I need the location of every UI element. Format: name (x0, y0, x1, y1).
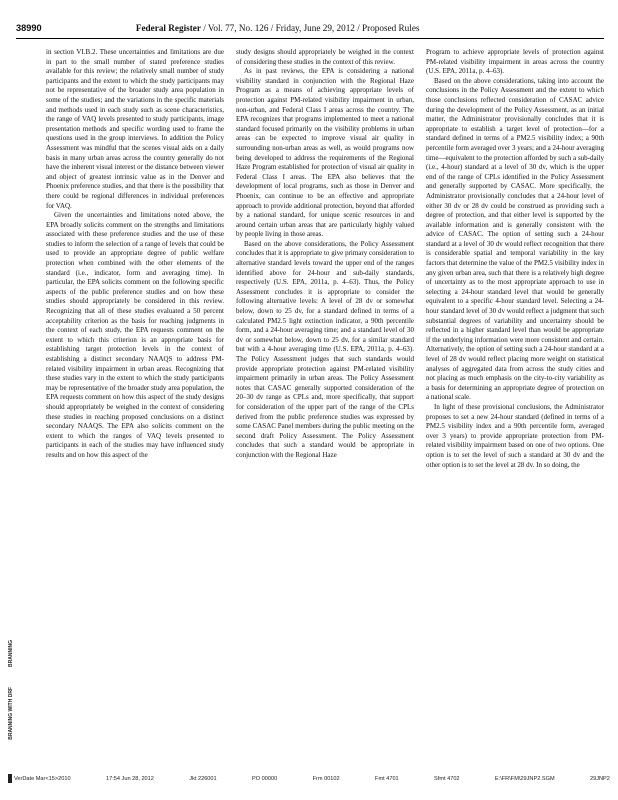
paragraph: Based on the above considerations, taking into account the conclusions in the Policy Assessment and the extent to which those conclusions reflected consideration of CASAC advice during the development of the Policy Assessment, as an initial matter, the Administrator provisionally concludes that it is appropriate to establish a target level of protection—for a standard defined in terms of a PM2.5 visibility index; a 90th percentile form averaged over 3 years; and a 24-hour averaging time—equivalent to the protection afforded by such a sub-daily (i.e., 4-hour) standard at a level of 30 dv, which is the upper end of the range of CPLs identified in the Policy Assessment and generally supported by CASAC. More specifically, the Administrator provisionally concludes that a 24-hour level of either 30 dv or 28 dv could be construed as providing such a degree of protection, and that either level is supported by the available information and is generally consistent with the advice of CASAC. The option of setting such a 24-hour standard at a level of 30 dv would reflect recognition that there is considerable spatial and temporal variability in the key factors that determine the value of the PM2.5 visibility index in any given urban area, such that there is a relatively high degree of uncertainty as to the most appropriate approach to use in selecting a 24-hour standard level that would be generally equivalent to a specific 4-hour standard level. Selecting a 24-hour standard level of 30 dv would reflect a judgment that such substantial degrees of variability and uncertainty should be reflected in a higher standard level than would be appropriate if the underlying information were more consistent and certain. Alternatively, the option of setting such a 24-hour standard at a level of 28 dv would reflect placing more weight on statistical analyses of aggregated data from across the study cities and not placing as much emphasis on the city-to-city variability as a basis for determining an appropriate degree of protection on a national scale. (426, 76, 604, 402)
paragraph: Program to achieve appropriate levels of protection against PM-related visibility impairment in areas across the country (U.S. EPA, 2011a, p. 4–63). (426, 48, 604, 76)
text-column-left (46, 48, 224, 738)
paragraph: in section VI.B.2. These uncertainties and limitations are due in part to the small number of stated preference studies available for this review; the relatively small number of study participants and the extent to which the study participants may not be representative of the broader study area population in some of the studies; and the variations in the specific materials and methods used in each study such as scene characteristics, the range of VAQ levels presented to study participants, image presentation methods and specific wording used to frame the questions used in the group interviews. In addition the Policy Assessment was mindful that the scenes visual aids on a daily basis in many urban areas across the country generally do not have the inherent visual interest or the distance between viewer and object of greatest intrinsic value as in the Denver and Phoenix preference studies, and that there is the possibility that there could be regional differences in individual preferences for VAQ. (46, 48, 224, 210)
header-citation (136, 23, 420, 33)
side-mark-1: BRANNING (8, 640, 14, 667)
paragraph: Given the uncertainties and limitations noted above, the EPA broadly solicits comment on the strengths and limitations associated with these preference studies and the use of these studies to inform the selection of a range of levels that could be used to provide an appropriate degree of public welfare protection when combined with the other elements of the standard (i.e., indicator, form and averaging time). In particular, the EPA solicits comment on the following specific aspects of the public preference studies and on how these studies should appropriately be considered in this review. Recognizing that all of these studies evaluated a 50 percent acceptability criterion as the basis for reaching judgments in the context of each study, the EPA requests comment on the extent to which this criterion is an appropriate basis for establishing target protection levels in the context of establishing a distinct secondary NAAQS to address PM-related visibility impairment in urban areas. Recognizing that these studies vary in the extent to which the study participants may be representative of the broader study area population, the EPA requests comment on how this aspect of the study designs should appropriately be weighed in the context of considering these studies in reaching proposed conclusions on a distinct secondary NAAQS. The EPA also solicits comment on the extent to which the ranges of VAQ levels presented to participants in each of the studies may have influenced study results and on how this aspect of the (46, 211, 224, 459)
footer-verdate: VerDate Mar<15>2010 (8, 773, 71, 785)
page-number: 38990 (16, 23, 42, 33)
footer-jkt: Jkt 226001 (189, 776, 217, 782)
text-column-right (426, 48, 604, 738)
page-footer (8, 773, 610, 785)
footer-sfmt: Sfmt 4702 (434, 776, 460, 782)
text-column-middle (236, 48, 414, 738)
footer-file: E:\FR\FM\29JNP2.SGM (494, 776, 555, 782)
paragraph: study designs should appropriately be weighed in the context of considering these studies in the context of this review. (236, 48, 414, 66)
footer-bar-icon (8, 774, 12, 783)
footer-code: 29JNP2 (589, 776, 610, 782)
footer-po: PO 00000 (252, 776, 278, 782)
paragraph: Based on the above considerations, the Policy Assessment concludes that it is appropriate to give primary consideration to alternative standard levels toward the upper end of the ranges identified above for 24-hour and sub-daily standards, respectively (U.S. EPA, 2011a, p. 4–63). Thus, the Policy Assessment concludes it is appropriate to consider the following alternative levels: A level of 28 dv or somewhat below, down to 25 dv, for a standard defined in terms of a calculated PM2.5 light extinction indicator, a 90th percentile form, and a 24-hour averaging time; and a standard level of 30 dv or somewhat below, down to 25 dv, for a similar standard but with a 4-hour averaging time (U.S. EPA, 2011a, p. 4–63). The Policy Assessment judges that such standards would provide appropriate protection against PM-related visibility impairment primarily in urban areas. The Policy Assessment notes that CASAC generally supported consideration of the 20–30 dv range as CPLs and, more specifically, that support for consideration of the upper part of the range of the CPLs derived from the public preference studies was expressed by some CASAC Panel members during the public meeting on the second draft Policy Assessment. The Policy Assessment concludes that such a standard would be appropriate in conjunction with the Regional Haze (236, 239, 414, 459)
side-mark-2: BRANNING WITH DRF (8, 687, 14, 740)
header-details: / Vol. 77, No. 126 / Friday, June 29, 2012 / Proposed Rules (200, 23, 420, 33)
document-body (46, 48, 604, 738)
footer-fmt: Fmt 4701 (375, 776, 399, 782)
footer-time: 17:54 Jun 28, 2012 (105, 776, 154, 782)
journal-name: Federal Register (135, 23, 201, 33)
paragraph: As in past reviews, the EPA is considering a national visibility standard in conjunction with the Regional Haze Program as a means of achieving appropriate levels of protection against PM-related visibility impairment in urban, non-urban, and Federal Class I areas across the country. The EPA recognizes that programs implemented to meet a national standard focused primarily on the visibility problems in urban areas can be expected to improve visual air quality in surrounding non-urban areas as well, as would programs now being developed to address the requirements of the Regional Haze Program established for protection of visual air quality in Federal Class I areas. The EPA also believes that the development of local programs, such as those in Denver and Phoenix, can continue to be an effective and appropriate approach to provide additional protection, beyond that afforded by a national standard, for unique scenic resources in and around certain urban areas that are particularly highly valued by people living in those areas. (236, 67, 414, 239)
footer-frm: Frm 00102 (312, 776, 340, 782)
side-margin-marks (6, 640, 16, 740)
paragraph: In light of these provisional conclusions, the Administrator proposes to set a new 24-hour standard (defined in terms of a PM2.5 visibility index and a 90th percentile form, averaged over 3 years) to provide appropriate protection from PM-related visibility impairment based on one of two options. One option is to set the level of such a standard at 30 dv and the other option is to set the level at 28 dv. In so doing, the (426, 402, 604, 469)
page-header (16, 18, 604, 39)
